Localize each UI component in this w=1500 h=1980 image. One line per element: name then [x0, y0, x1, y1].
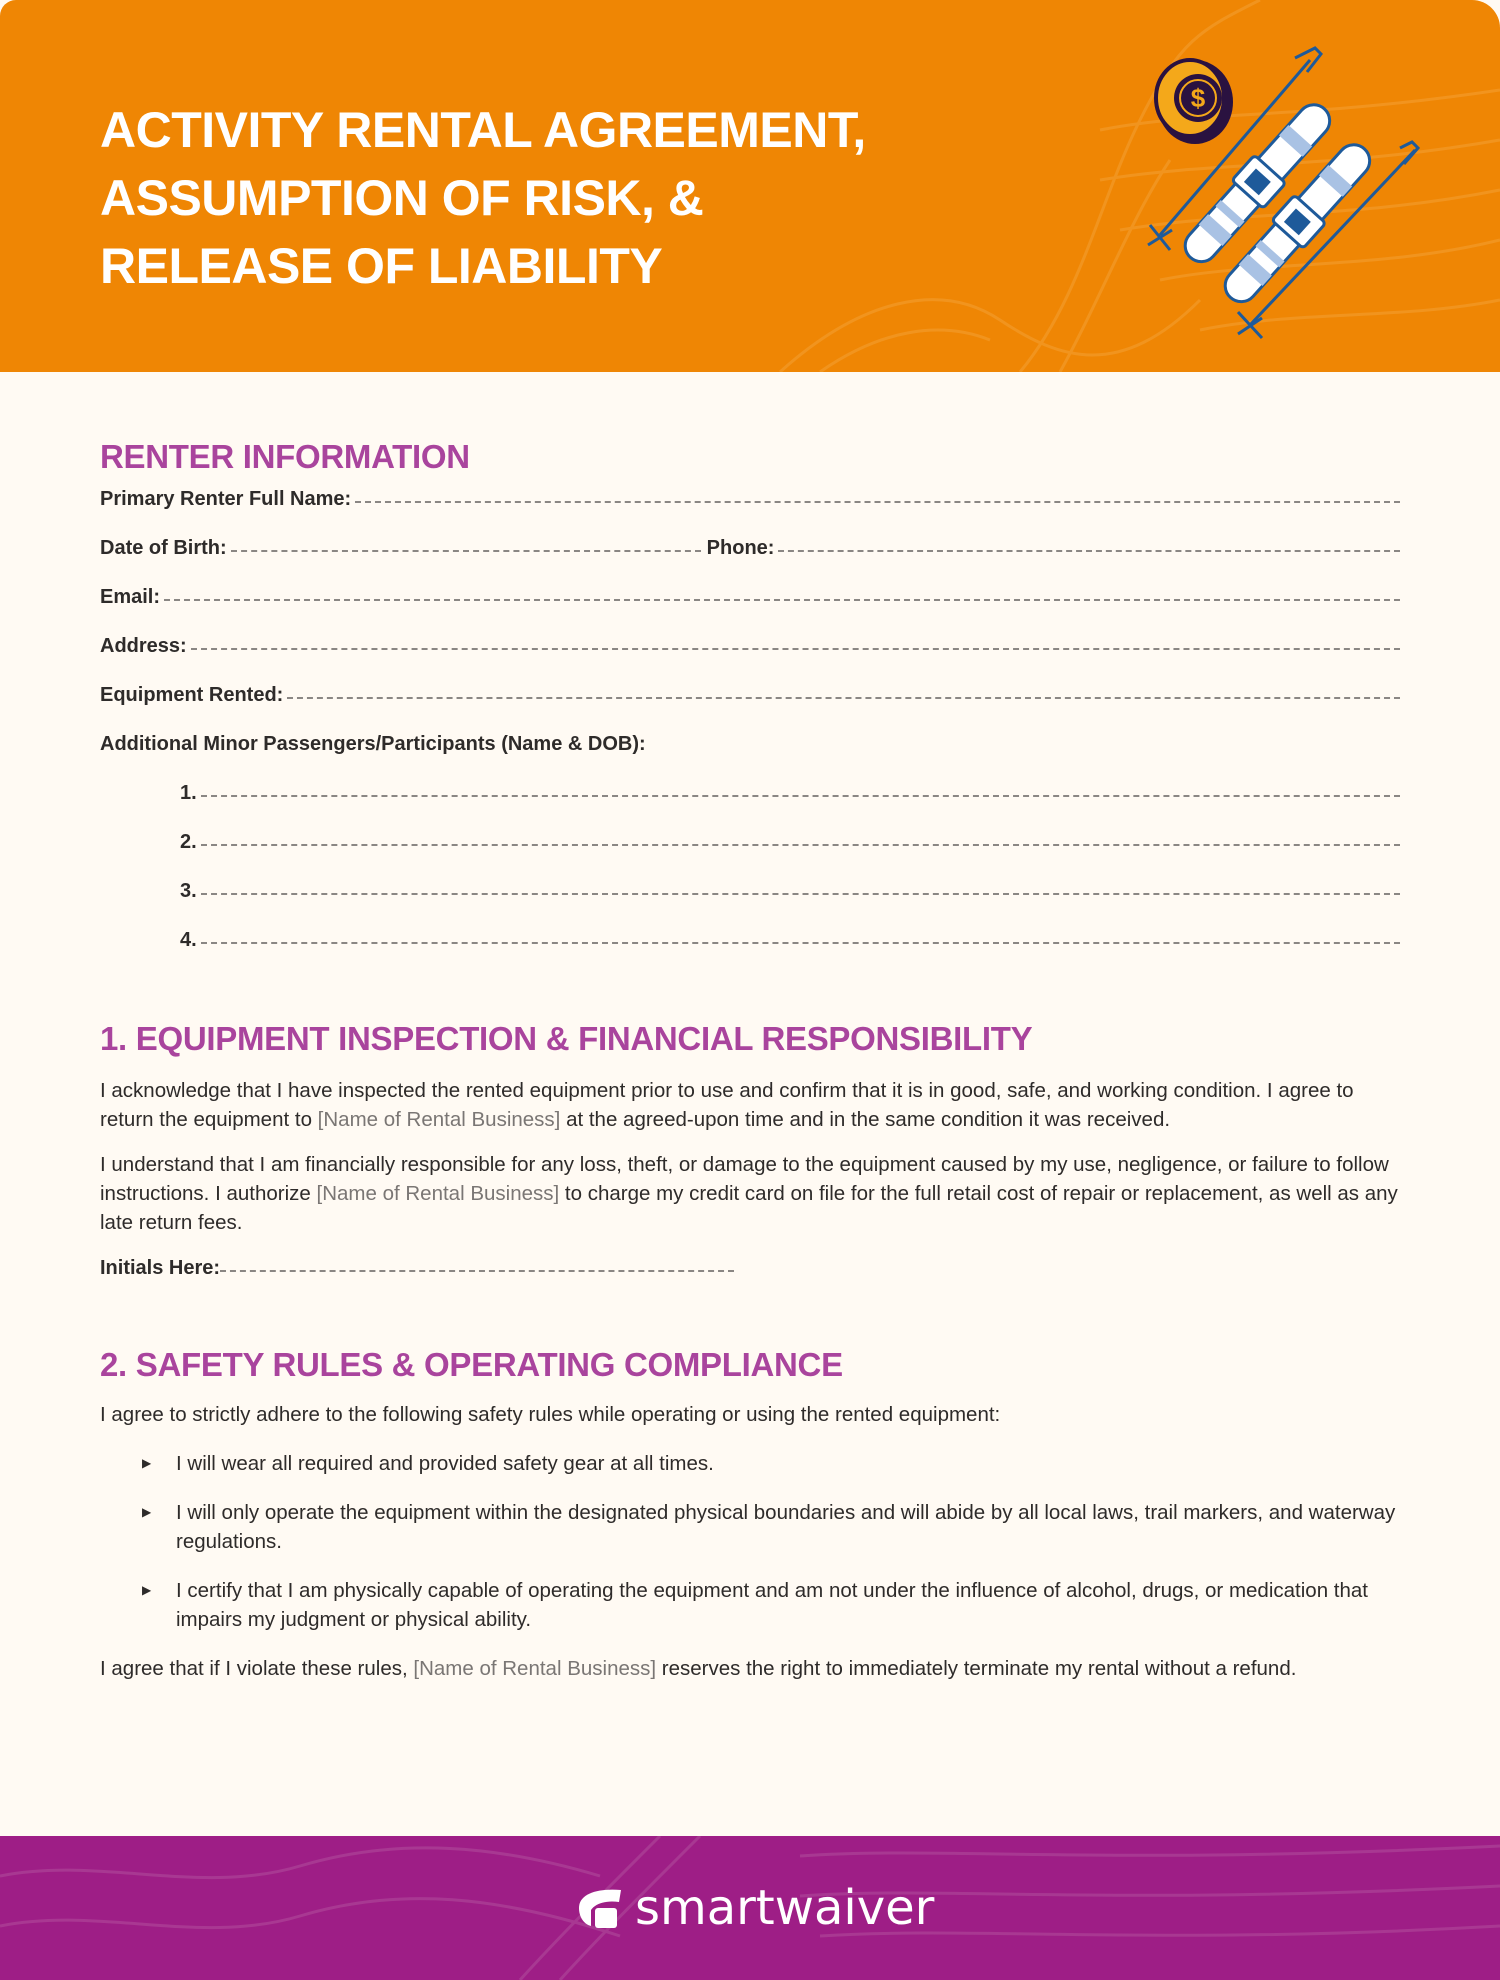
logo-text: smartwaiver	[635, 1880, 935, 1936]
minors-label: Additional Minor Passengers/Participants (Name & DOB):	[100, 733, 646, 755]
minor-row	[100, 929, 1400, 978]
text: I will only operate the equipment within the designated physical boundaries and will abide by all local laws, trail markers, and waterway regulations.	[176, 1501, 1396, 1553]
minor-field-4[interactable]	[201, 942, 1400, 944]
minor-number: 3.	[180, 880, 197, 902]
paragraph	[100, 1654, 1400, 1683]
list-item	[142, 1576, 1400, 1634]
address-row	[100, 635, 1400, 684]
bullet-arrow-icon: ▶	[142, 1583, 152, 1597]
section-heading: 2. SAFETY RULES & OPERATING COMPLIANCE	[100, 1346, 843, 1383]
field-label: Primary Renter Full Name:	[100, 488, 352, 510]
footer-banner	[0, 1836, 1500, 1980]
initials-row	[100, 1257, 734, 1306]
text: I agree that if I violate these rules,	[100, 1657, 414, 1680]
header-banner	[0, 0, 1500, 372]
minor-number: 1.	[180, 782, 197, 804]
email-field[interactable]	[164, 599, 1400, 601]
equipment-inspection-section	[100, 1020, 1400, 1306]
smartwaiver-logo-icon	[575, 1886, 625, 1930]
text: I acknowledge that I have inspected the rented equipment prior to use and confirm that it is in good, safe, and working condition. I agree to return the equipment to	[100, 1079, 1354, 1131]
title-line-1: ACTIVITY RENTAL AGREEMENT,	[100, 102, 866, 158]
safety-rules-list	[100, 1449, 1400, 1634]
safety-rules-section	[100, 1346, 1400, 1683]
field-label: Equipment Rented:	[100, 684, 284, 706]
field-label: Date of Birth:	[100, 537, 227, 559]
document-title	[100, 96, 866, 300]
dob-phone-row	[100, 537, 1400, 586]
initials-label: Initials Here:	[100, 1257, 221, 1279]
minor-row	[100, 880, 1400, 929]
title-line-2: ASSUMPTION OF RISK, &	[100, 170, 704, 226]
paragraph: I agree to strictly adhere to the following safety rules while operating or using the rented equipment:	[100, 1403, 1001, 1426]
text: I will wear all required and provided safety gear at all times.	[176, 1452, 714, 1475]
section-heading: 1. EQUIPMENT INSPECTION & FINANCIAL RESPONSIBILITY	[100, 1020, 1033, 1057]
dob-field[interactable]	[231, 550, 701, 552]
business-name-placeholder: [Name of Rental Business]	[413, 1657, 657, 1680]
list-item	[142, 1449, 1400, 1478]
minor-field-3[interactable]	[201, 893, 1400, 895]
equipment-row	[100, 684, 1400, 733]
minors-label-row	[100, 733, 1400, 782]
text: reserves the right to immediately terminate my rental without a refund.	[656, 1657, 1297, 1680]
field-label: Email:	[100, 586, 161, 608]
section-heading: RENTER INFORMATION	[100, 438, 470, 475]
coin-icon	[1156, 60, 1233, 144]
text: I understand that I am financially responsible for any loss, theft, or damage to the equipment caused by my use, negligence, or failure to follow instructions. I authorize	[100, 1153, 1389, 1205]
phone-field[interactable]	[778, 550, 1400, 552]
paragraph	[100, 1076, 1400, 1134]
field-label: Address:	[100, 635, 187, 657]
minor-number: 4.	[180, 929, 197, 951]
minor-field-1[interactable]	[201, 795, 1400, 797]
field-label: Phone:	[706, 537, 775, 559]
text: at the agreed-upon time and in the same condition it was received.	[560, 1108, 1171, 1131]
minor-field-2[interactable]	[201, 844, 1400, 846]
list-item	[142, 1498, 1400, 1556]
title-line-3: RELEASE OF LIABILITY	[100, 238, 663, 294]
smartwaiver-logo	[575, 1880, 934, 1936]
business-name-placeholder: [Name of Rental Business]	[317, 1108, 561, 1131]
bullet-arrow-icon: ▶	[142, 1456, 152, 1470]
business-name-placeholder: [Name of Rental Business]	[316, 1182, 560, 1205]
equipment-field[interactable]	[287, 697, 1400, 699]
renter-information-section	[100, 438, 1400, 978]
minor-row	[100, 831, 1400, 880]
full-name-field[interactable]	[355, 501, 1400, 503]
email-row	[100, 586, 1400, 635]
full-name-row	[100, 488, 1400, 537]
minor-number: 2.	[180, 831, 197, 853]
bullet-arrow-icon: ▶	[142, 1505, 152, 1519]
initials-field[interactable]	[220, 1270, 734, 1272]
paragraph	[100, 1150, 1400, 1237]
minor-row	[100, 782, 1400, 831]
svg-text:$: $	[1190, 83, 1206, 113]
skis-poles-and-coin-icon	[1120, 40, 1420, 340]
document-body	[100, 372, 1400, 1683]
text: to charge my credit card on file for the full retail cost of repair or replacement, as well as any late return fees.	[100, 1182, 1398, 1234]
text: I certify that I am physically capable of operating the equipment and am not under the influence of alcohol, drugs, or medication that impairs my judgment or physical ability.	[176, 1579, 1368, 1631]
address-field[interactable]	[191, 648, 1400, 650]
